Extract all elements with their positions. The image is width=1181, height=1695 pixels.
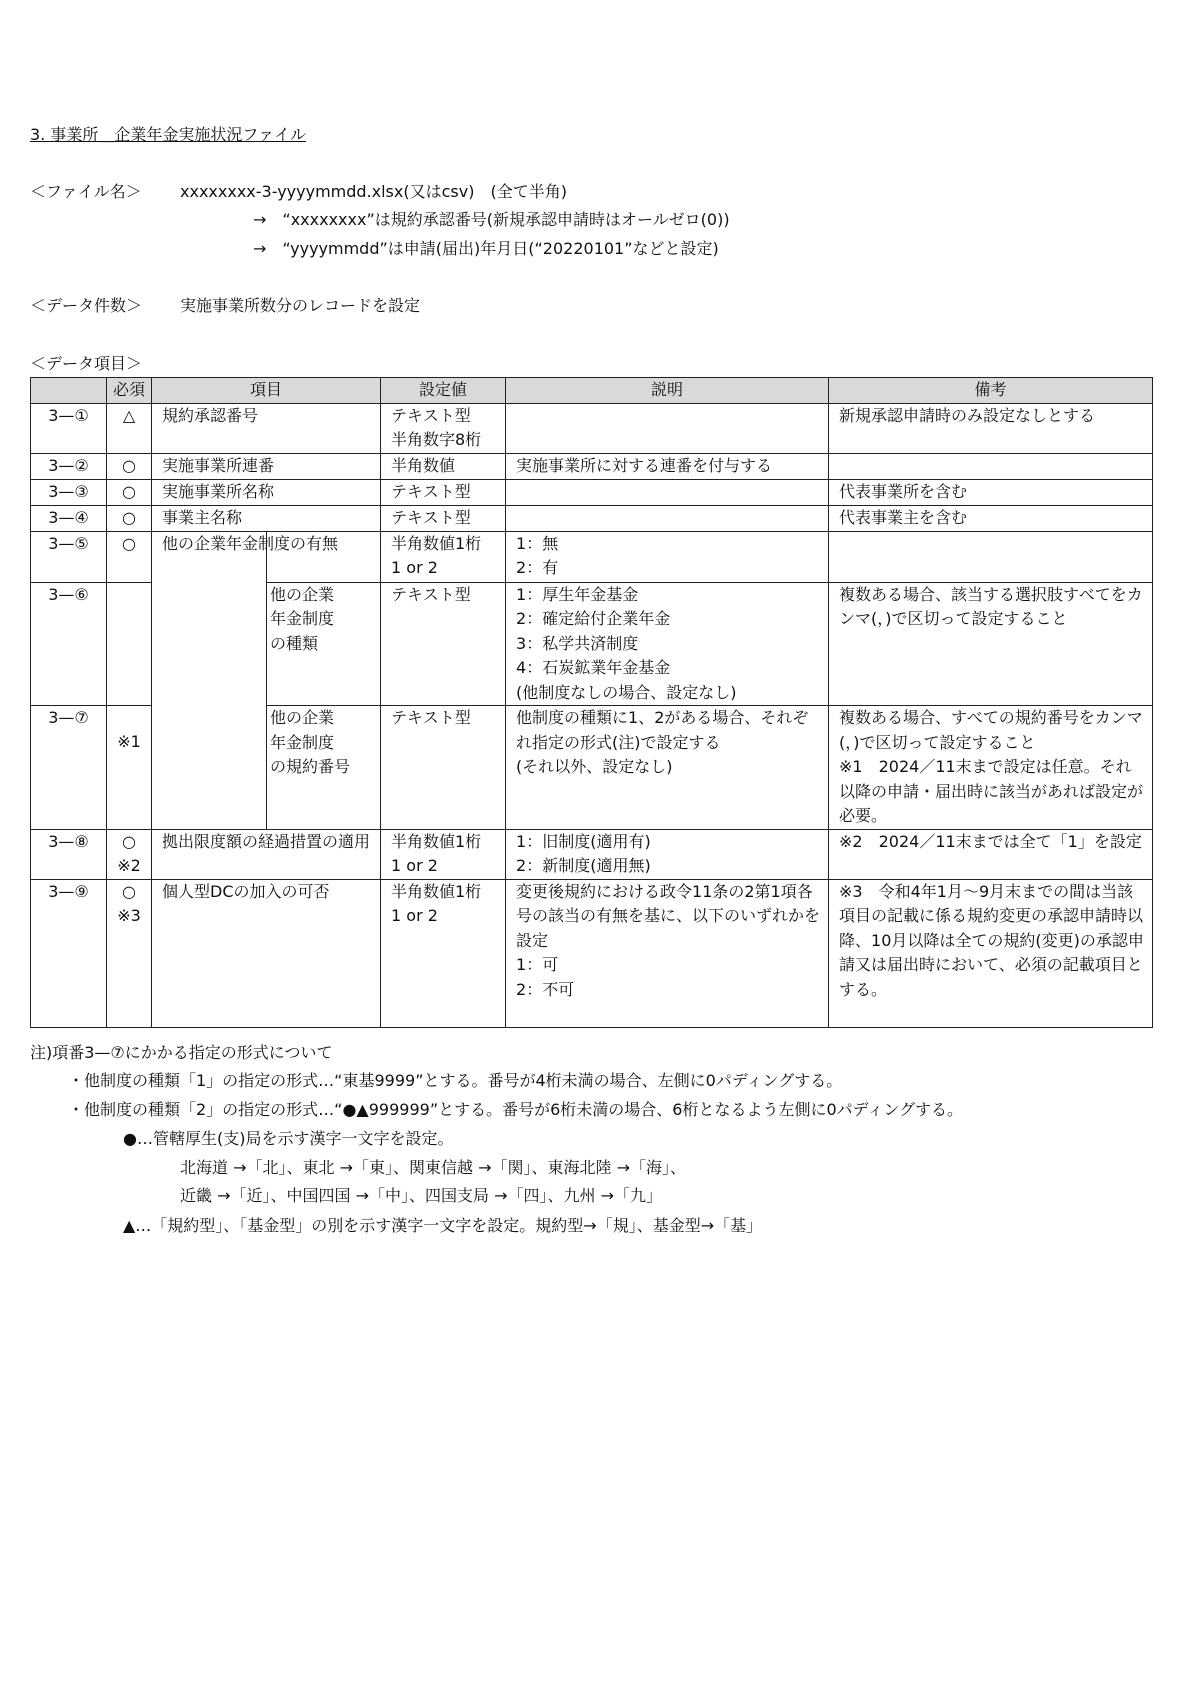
item-remarks: 新規承認申請時のみ設定なしとする (829, 403, 1153, 453)
item-name: 個人型DCの加入の可否 (152, 879, 381, 1027)
header-item: 項目 (152, 378, 381, 404)
header-value: 設定値 (381, 378, 506, 404)
item-no: 3—③ (31, 479, 107, 505)
item-sub-name: 他の企業 年金制度 の規約番号 (267, 706, 381, 830)
item-no: 3—⑤ (31, 531, 107, 582)
item-required (107, 582, 152, 706)
item-value: 半角数値 (381, 453, 506, 479)
item-value: 半角数値1桁 1 or 2 (381, 531, 506, 582)
item-value: テキスト型 (381, 706, 506, 830)
table-header-row (31, 378, 1153, 404)
item-required: ○ (107, 531, 152, 582)
item-sub-name: 他の企業 年金制度 の種類 (267, 582, 381, 706)
item-no: 3—④ (31, 505, 107, 531)
item-value: テキスト型 (381, 582, 506, 706)
item-value: 半角数値1桁 1 or 2 (381, 829, 506, 879)
item-description (506, 505, 829, 531)
item-description: 1：厚生年金基金 2：確定給付企業年金 3：私学共済制度 4：石炭鉱業年金基金 (他制度なしの場合、設定なし) (506, 582, 829, 706)
item-no: 3—② (31, 453, 107, 479)
notes-circle-mapping: 近畿 →「近」、中国四国 →「中」、四国支局 →「四」、九州 →「九」 (180, 1186, 662, 1205)
file-name-label: ＜ファイル名＞ (30, 182, 142, 201)
table-row (31, 479, 1153, 505)
notes-heading: 注)項番3—⑦にかかる指定の形式について (30, 1043, 333, 1062)
item-name: 実施事業所連番 (152, 453, 381, 479)
item-no: 3—① (31, 403, 107, 453)
item-remarks: 複数ある場合、すべての規約番号をカンマ(，)で区切って設定すること ※1 2024／11末まで設定は任意。それ以降の申請・届出時に該当があれば設定が必要。 (829, 706, 1153, 830)
item-name: 規約承認番号 (152, 403, 381, 453)
item-name: 実施事業所名称 (152, 479, 381, 505)
item-no: 3—⑨ (31, 879, 107, 1027)
notes-circle-mapping: 北海道 →「北」、東北 →「東」、関東信越 →「関」、東海北陸 →「海」、 (180, 1158, 686, 1177)
item-value: テキスト型 半角数字8桁 (381, 403, 506, 453)
item-name: 事業主名称 (152, 505, 381, 531)
item-required: ○ ※2 (107, 829, 152, 879)
item-remarks (829, 453, 1153, 479)
item-description: 実施事業所に対する連番を付与する (506, 453, 829, 479)
item-no: 3—⑦ (31, 706, 107, 830)
notes-bullet: ・他制度の種類「2」の指定の形式…“●▲999999”とする。番号が6桁未満の場合、6桁となるよう左側に0パディングする。 (68, 1100, 964, 1119)
item-required: ○ (107, 479, 152, 505)
item-required: ○ (107, 505, 152, 531)
data-count-label: ＜データ件数＞ (30, 296, 143, 315)
section-title: 3. 事業所＿企業年金実施状況ファイル (30, 125, 307, 144)
item-description: 他制度の種類に1、2がある場合、それぞれ指定の形式(注)で設定する (それ以外、設定なし) (506, 706, 829, 830)
item-no: 3—⑥ (31, 582, 107, 706)
item-required: △ (107, 403, 152, 453)
header-no (31, 378, 107, 404)
file-name-value: xxxxxxxx-3-yyyymmdd.xlsx(又はcsv) (全て半角) (180, 182, 567, 201)
notes-circle-definition: ●…管轄厚生(支)局を示す漢字一文字を設定。 (123, 1129, 454, 1148)
item-description: 1：無 2：有 (506, 531, 829, 582)
file-name-note: → “xxxxxxxx”は規約承認番号(新規承認申請時はオールゼロ(0)) (253, 210, 730, 229)
item-remarks: 代表事業主を含む (829, 505, 1153, 531)
item-required: ○ (107, 453, 152, 479)
item-name: 他の企業年金制度の有無 (152, 531, 267, 829)
item-remarks: ※3 令和4年1月～9月末までの間は当該項目の記載に係る規約変更の承認申請時以降、10月以降は全ての規約(変更)の承認申請又は届出時において、必須の記載項目とする。 (829, 879, 1153, 1027)
table-row (31, 879, 1153, 1027)
header-description: 説明 (506, 378, 829, 404)
item-value: テキスト型 (381, 479, 506, 505)
item-required: ※1 (107, 706, 152, 830)
data-items-table (30, 377, 1153, 1028)
table-row (31, 531, 1153, 582)
item-remarks: ※2 2024／11末までは全て「1」を設定 (829, 829, 1153, 879)
table-row (31, 403, 1153, 453)
item-value: テキスト型 (381, 505, 506, 531)
item-description: 変更後規約における政令11条の2第1項各号の該当の有無を基に、以下のいずれかを設定 1：可 2：不可 (506, 879, 829, 1027)
item-description: 1：旧制度(適用有) 2：新制度(適用無) (506, 829, 829, 879)
item-remarks: 複数ある場合、該当する選択肢すべてをカンマ(，)で区切って設定すること (829, 582, 1153, 706)
item-no: 3—⑧ (31, 829, 107, 879)
file-name-note: → “yyyymmdd”は申請(届出)年月日(“20220101”などと設定) (253, 239, 719, 258)
item-description (506, 479, 829, 505)
table-row (31, 505, 1153, 531)
item-remarks: 代表事業所を含む (829, 479, 1153, 505)
item-required: ○ ※3 (107, 879, 152, 1027)
item-description (506, 403, 829, 453)
data-count-value: 実施事業所数分のレコードを設定 (180, 296, 421, 315)
item-value: 半角数値1桁 1 or 2 (381, 879, 506, 1027)
item-remarks (829, 531, 1153, 582)
header-remarks: 備考 (829, 378, 1153, 404)
notes-bullet: ・他制度の種類「1」の指定の形式…“東基9999”とする。番号が4桁未満の場合、左側に0パディングする。 (68, 1071, 843, 1090)
table-row (31, 829, 1153, 879)
table-row (31, 453, 1153, 479)
data-items-label: ＜データ項目＞ (30, 354, 143, 373)
header-required: 必須 (107, 378, 152, 404)
notes-triangle-definition: ▲…「規約型」、「基金型」の別を示す漢字一文字を設定。規約型→「規」、基金型→「基」 (123, 1216, 763, 1235)
item-name: 拠出限度額の経過措置の適用 (152, 829, 381, 879)
